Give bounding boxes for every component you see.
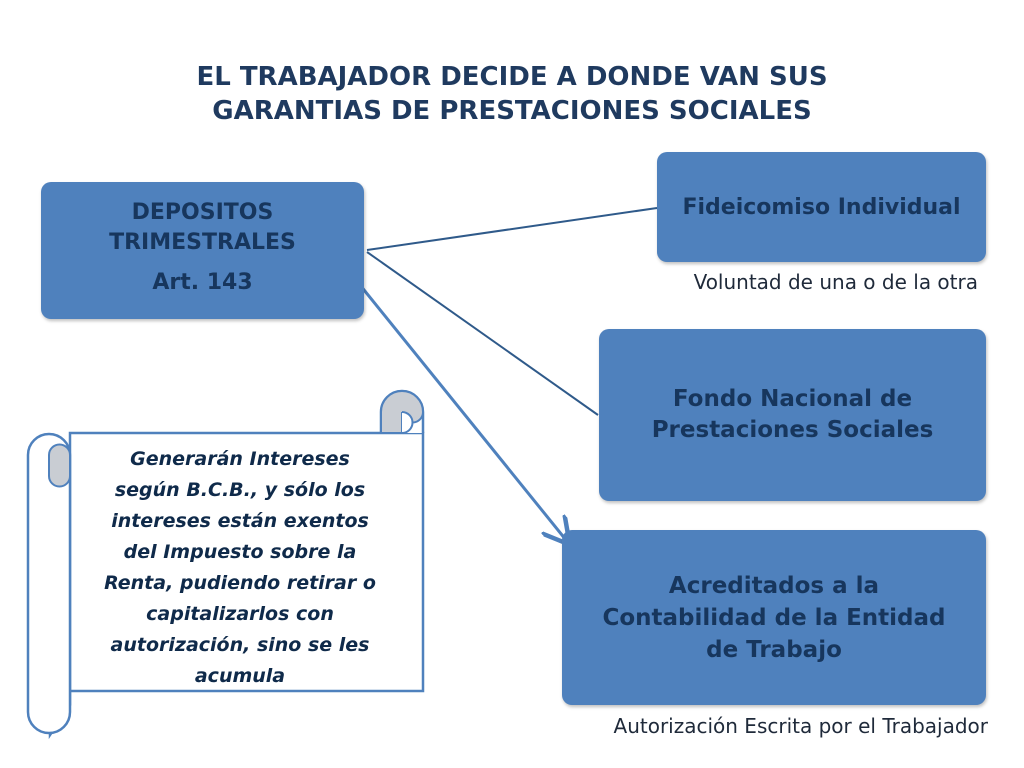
scroll-line: del Impuesto sobre la: [123, 541, 357, 563]
acreditados-box: [562, 530, 986, 705]
article-label: Art. 143: [152, 270, 253, 295]
fideicomiso-individual-box: [657, 152, 986, 262]
fondo-nacional-box: [599, 329, 986, 501]
acreditados-label-line-2: Contabilidad de la Entidad: [602, 604, 946, 631]
scroll-line: intereses están exentos: [111, 510, 369, 532]
acreditados-label-line-3: de Trabajo: [706, 636, 842, 663]
fideicomiso-label: Fideicomiso Individual: [682, 194, 961, 220]
scroll-line: capitalizarlos con: [146, 603, 334, 625]
voluntad-note: Voluntad de una o de la otra: [693, 270, 978, 294]
slide-title-line-2: GARANTIAS DE PRESTACIONES SOCIALES: [212, 96, 812, 126]
scroll-line: autorización, sino se les: [110, 634, 370, 656]
scroll-line: Renta, pudiendo retirar o: [104, 572, 376, 594]
connector-to-fideicomiso: [367, 208, 657, 250]
depositos-trimestrales-box: [41, 182, 364, 319]
slide-title-line-1: EL TRABAJADOR DECIDE A DONDE VAN SUS: [196, 62, 828, 92]
depositos-label-line-1: DEPOSITOS: [131, 200, 274, 225]
depositos-label-line-2: TRIMESTRALES: [109, 230, 296, 255]
fondo-label-line-2: Prestaciones Sociales: [651, 417, 934, 443]
scroll-line: Generarán Intereses: [130, 448, 350, 470]
autorizacion-note: Autorización Escrita por el Trabajador: [613, 714, 988, 738]
acreditados-label-line-1: Acreditados a la: [668, 572, 880, 599]
scroll-line: acumula: [194, 665, 286, 687]
scroll-line: según B.C.B., y sólo los: [114, 479, 366, 501]
fondo-label-line-1: Fondo Nacional de: [672, 386, 913, 412]
scroll-note-text: [80, 444, 400, 692]
